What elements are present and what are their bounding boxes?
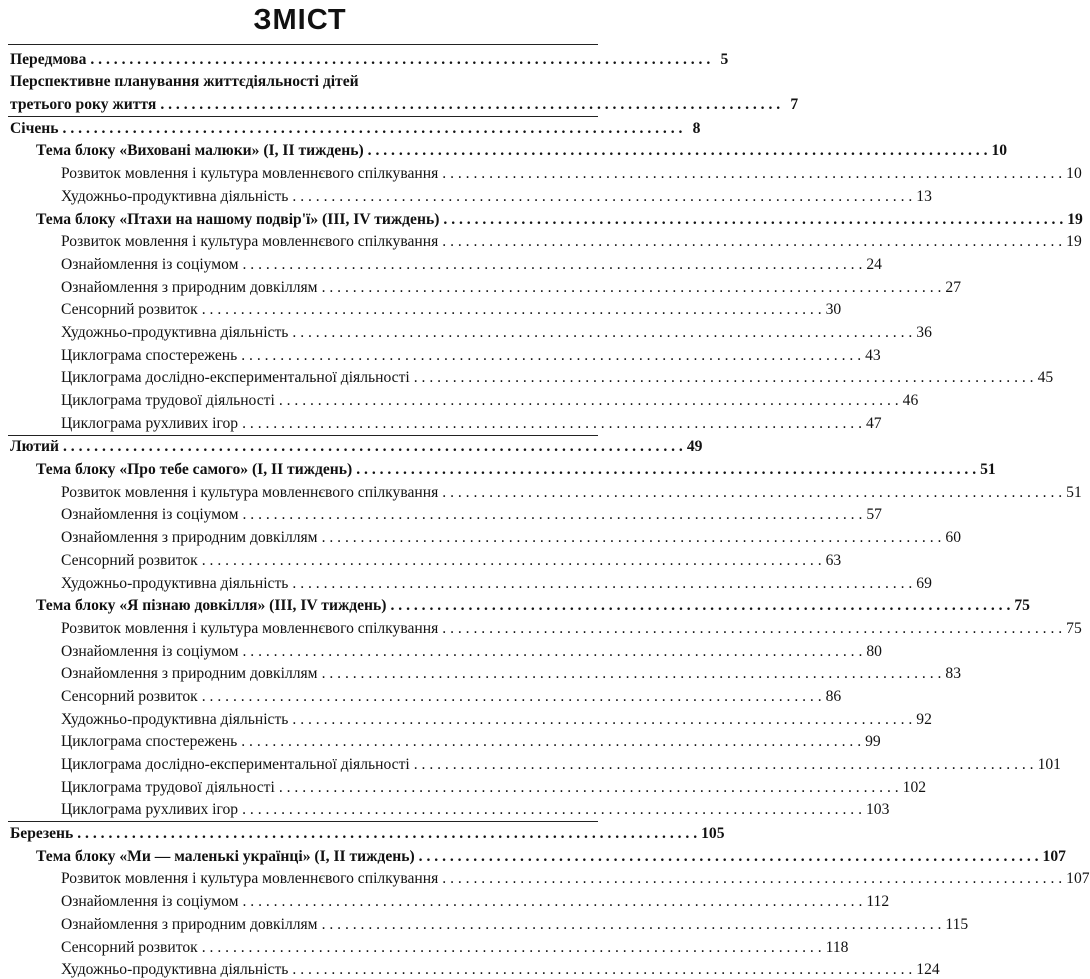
toc-topic-block[interactable] <box>0 843 600 866</box>
toc-entry-page: 107 <box>1066 869 1080 888</box>
toc-entry-page: 115 <box>945 915 959 934</box>
toc-entry-label: Художньо-продуктивна діяльність <box>61 323 288 342</box>
toc-entry-page: 57 <box>866 505 880 524</box>
toc-entry-page: 45 <box>1038 368 1052 387</box>
toc-entry-page: 10 <box>1066 164 1080 183</box>
toc-entry-page: 101 <box>1038 755 1052 774</box>
leader-dots <box>77 824 697 843</box>
toc-entry-label: Січень <box>10 119 59 138</box>
toc-subentry[interactable] <box>0 524 600 547</box>
toc-entry-label: Ознайомлення з природним довкіллям <box>61 915 318 934</box>
toc-entry-page: 124 <box>916 960 930 979</box>
table-of-contents <box>0 46 600 979</box>
toc-topic-block[interactable] <box>0 138 600 161</box>
toc-entry-page: 86 <box>826 687 840 706</box>
toc-entry-label: Ознайомлення з природним довкіллям <box>61 528 318 547</box>
toc-entry-label: Тема блоку «Ми — маленькі українці» (І, ІІ тиждень) <box>36 847 415 866</box>
toc-subentry[interactable] <box>0 183 600 206</box>
toc-entry-page: 99 <box>865 732 879 751</box>
toc-entry-page: 63 <box>826 551 840 570</box>
leader-dots <box>322 278 942 297</box>
leader-dots <box>322 915 942 934</box>
leader-dots <box>90 50 710 69</box>
toc-entry-label: Тема блоку «Я пізнаю довкілля» (ІІІ, IV тиждень) <box>36 596 386 615</box>
toc-entry-label: Розвиток мовлення і культура мовленнєвого спілкування <box>61 869 438 888</box>
toc-topic-block[interactable] <box>0 593 600 616</box>
toc-entry-label: Ознайомлення із соціумом <box>61 505 238 524</box>
toc-subentry[interactable] <box>0 410 600 433</box>
toc-entry-label: Тема блоку «Виховані малюки» (І, ІІ тиждень) <box>36 141 364 160</box>
leader-dots <box>442 619 1062 638</box>
toc-entry-page: 46 <box>903 391 917 410</box>
leader-dots <box>279 391 899 410</box>
toc-entry-page: 8 <box>686 119 700 138</box>
toc-entry-page: 107 <box>1043 847 1057 866</box>
leader-dots <box>390 596 1010 615</box>
toc-month-february[interactable] <box>0 434 600 457</box>
toc-month-march[interactable] <box>0 820 600 843</box>
leader-dots <box>242 255 862 274</box>
toc-subentry[interactable] <box>0 160 600 183</box>
leader-dots <box>63 437 683 456</box>
leader-dots <box>414 368 1034 387</box>
toc-subentry[interactable] <box>0 729 600 752</box>
toc-entry-label: Березень <box>10 824 73 843</box>
toc-subentry[interactable] <box>0 866 600 889</box>
toc-entry-page: 10 <box>992 141 1006 160</box>
toc-entry-label: Ознайомлення з природним довкіллям <box>61 278 318 297</box>
toc-entry-page: 27 <box>945 278 959 297</box>
toc-entry-label: Художньо-продуктивна діяльність <box>61 960 288 979</box>
leader-dots <box>241 346 861 365</box>
toc-entry-label: Циклограма рухливих ігор <box>61 414 238 433</box>
toc-entry-page: 36 <box>916 323 930 342</box>
toc-subentry[interactable] <box>0 911 600 934</box>
toc-subentry[interactable] <box>0 502 600 525</box>
leader-dots <box>414 755 1034 774</box>
toc-entry-label: Циклограма спостережень <box>61 732 237 751</box>
leader-dots <box>292 323 912 342</box>
toc-entry-label: Передмова <box>10 50 86 69</box>
toc-entry-label: Розвиток мовлення і культура мовленнєвого спілкування <box>61 483 438 502</box>
toc-entry-page: 60 <box>945 528 959 547</box>
leader-dots <box>443 210 1063 229</box>
page-title: ЗМІСТ <box>0 4 600 37</box>
leader-dots <box>442 164 1062 183</box>
leader-dots <box>368 141 988 160</box>
toc-entry-planning[interactable] <box>0 91 600 114</box>
toc-subentry[interactable] <box>0 797 600 820</box>
toc-entry-page: 83 <box>945 664 959 683</box>
toc-entry-foreword[interactable] <box>0 46 600 69</box>
toc-subentry[interactable] <box>0 638 600 661</box>
leader-dots <box>241 732 861 751</box>
toc-subentry[interactable] <box>0 774 600 797</box>
toc-subentry[interactable] <box>0 570 600 593</box>
toc-entry-page: 112 <box>866 892 880 911</box>
toc-entry-label: Циклограма трудової діяльності <box>61 778 275 797</box>
toc-subentry[interactable] <box>0 683 600 706</box>
leader-dots <box>292 960 912 979</box>
leader-dots <box>442 232 1062 251</box>
leader-dots <box>202 300 822 319</box>
toc-subentry[interactable] <box>0 888 600 911</box>
toc-entry-label: Сенсорний розвиток <box>61 300 198 319</box>
toc-entry-page: 69 <box>916 574 930 593</box>
toc-entry-planning-line1: Перспективне планування життєдіяльності дітей <box>0 69 600 92</box>
leader-dots <box>242 642 862 661</box>
toc-subentry[interactable] <box>0 934 600 957</box>
leader-dots <box>160 95 780 114</box>
leader-dots <box>202 551 822 570</box>
toc-entry-label: Розвиток мовлення і культура мовленнєвого спілкування <box>61 164 438 183</box>
leader-dots <box>202 687 822 706</box>
toc-month-january[interactable] <box>0 115 600 138</box>
toc-entry-label: Тема блоку «Про тебе самого» (І, ІІ тиждень) <box>36 460 352 479</box>
top-divider <box>8 44 598 45</box>
toc-entry-label: Сенсорний розвиток <box>61 938 198 957</box>
toc-subentry[interactable] <box>0 319 600 342</box>
toc-subentry[interactable] <box>0 229 600 252</box>
toc-topic-block[interactable] <box>0 206 600 229</box>
toc-entry-label: Тема блоку «Птахи на нашому подвір'ї» (ІІІ, IV тиждень) <box>36 210 439 229</box>
toc-subentry[interactable] <box>0 251 600 274</box>
toc-subentry[interactable] <box>0 387 600 410</box>
toc-entry-label: Циклограма рухливих ігор <box>61 800 238 819</box>
toc-entry-label: Ознайомлення з природним довкіллям <box>61 664 318 683</box>
toc-entry-page: 51 <box>1066 483 1080 502</box>
toc-entry-label: Циклограма дослідно-експериментальної діяльності <box>61 755 410 774</box>
leader-dots <box>63 119 683 138</box>
toc-entry-label: Художньо-продуктивна діяльність <box>61 710 288 729</box>
toc-entry-page: 49 <box>687 437 701 456</box>
toc-entry-label: Лютий <box>10 437 59 456</box>
toc-entry-page: 43 <box>865 346 879 365</box>
toc-entry-label: Ознайомлення із соціумом <box>61 642 238 661</box>
leader-dots <box>322 664 942 683</box>
toc-entry-page: 51 <box>980 460 994 479</box>
toc-entry-page: 19 <box>1067 210 1081 229</box>
toc-entry-page: 13 <box>916 187 930 206</box>
toc-entry-page: 7 <box>784 95 798 114</box>
leader-dots <box>292 710 912 729</box>
leader-dots <box>442 869 1062 888</box>
toc-entry-page: 80 <box>866 642 880 661</box>
leader-dots <box>292 187 912 206</box>
leader-dots <box>356 460 976 479</box>
toc-entry-page: 102 <box>903 778 917 797</box>
leader-dots <box>292 574 912 593</box>
toc-entry-label: Розвиток мовлення і культура мовленнєвого спілкування <box>61 619 438 638</box>
toc-subentry[interactable] <box>0 297 600 320</box>
toc-subentry[interactable] <box>0 706 600 729</box>
leader-dots <box>279 778 899 797</box>
toc-entry-label: Художньо-продуктивна діяльність <box>61 187 288 206</box>
leader-dots <box>442 483 1062 502</box>
toc-entry-page: 24 <box>866 255 880 274</box>
leader-dots <box>419 847 1039 866</box>
leader-dots <box>242 800 862 819</box>
toc-subentry[interactable] <box>0 547 600 570</box>
toc-subentry[interactable] <box>0 615 600 638</box>
leader-dots <box>242 414 862 433</box>
toc-entry-label: Художньо-продуктивна діяльність <box>61 574 288 593</box>
toc-entry-page: 75 <box>1066 619 1080 638</box>
toc-topic-block[interactable] <box>0 456 600 479</box>
toc-subentry[interactable] <box>0 342 600 365</box>
toc-entry-label: Ознайомлення із соціумом <box>61 892 238 911</box>
toc-subentry[interactable] <box>0 661 600 684</box>
toc-entry-page: 105 <box>701 824 715 843</box>
toc-entry-page: 19 <box>1066 232 1080 251</box>
toc-entry-label: Ознайомлення із соціумом <box>61 255 238 274</box>
toc-entry-page: 47 <box>866 414 880 433</box>
toc-entry-page: 30 <box>826 300 840 319</box>
toc-subentry[interactable] <box>0 365 600 388</box>
toc-entry-page: 92 <box>916 710 930 729</box>
toc-entry-page: 75 <box>1014 596 1028 615</box>
leader-dots <box>242 505 862 524</box>
toc-entry-label: Розвиток мовлення і культура мовленнєвого спілкування <box>61 232 438 251</box>
toc-subentry[interactable] <box>0 957 600 979</box>
toc-entry-label: Циклограма дослідно-експериментальної діяльності <box>61 368 410 387</box>
leader-dots <box>202 938 822 957</box>
toc-entry-page: 5 <box>714 50 728 69</box>
toc-entry-page: 118 <box>826 938 840 957</box>
toc-entry-label: Сенсорний розвиток <box>61 687 198 706</box>
leader-dots <box>322 528 942 547</box>
toc-entry-label: Сенсорний розвиток <box>61 551 198 570</box>
toc-entry-page: 103 <box>866 800 880 819</box>
leader-dots <box>242 892 862 911</box>
toc-subentry[interactable] <box>0 479 600 502</box>
toc-subentry[interactable] <box>0 751 600 774</box>
toc-entry-label: Циклограма спостережень <box>61 346 237 365</box>
toc-entry-label: третього року життя <box>10 95 156 114</box>
toc-subentry[interactable] <box>0 274 600 297</box>
toc-entry-label: Циклограма трудової діяльності <box>61 391 275 410</box>
